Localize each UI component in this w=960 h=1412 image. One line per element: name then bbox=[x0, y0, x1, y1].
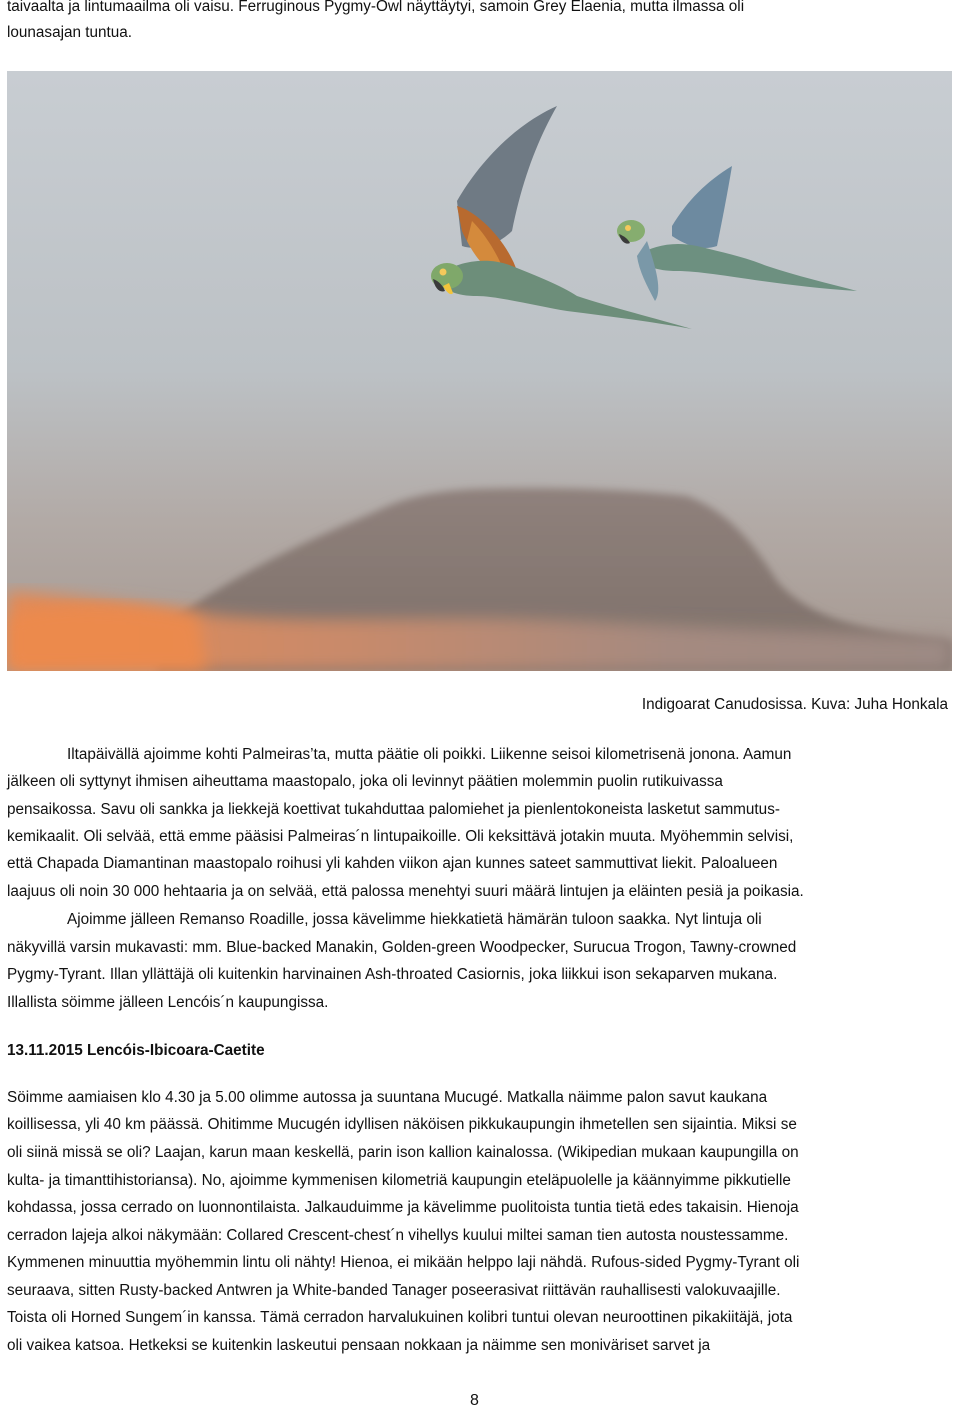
paragraph-line: cerradon lajeja alkoi näkymään: Collared Crescent-chest´n vihellys kuului miltei saman tien autosta noustessamme. bbox=[7, 1227, 789, 1244]
paragraph-line: Pygmy-Tyrant. Illan yllättäjä oli kuitenkin harvinainen Ash-throated Casiornis, joka liikkui ison sekaparven mukana. bbox=[7, 966, 778, 983]
paragraph-line: koillisessa, yli 40 km päässä. Ohitimme Mucugén idyllisen näköisen pikkukaupungin ihmetellen sen sijaintia. Miksi se bbox=[7, 1116, 797, 1133]
intro-line: lounasajan tuntua. bbox=[7, 24, 133, 41]
paragraph-line: että Chapada Diamantinan maastopalo roihusi yli kahden viikon ajan kunnes sateet sammuttivat liekit. Paloalueen bbox=[7, 855, 778, 872]
paragraph-line: Söimme aamiaisen klo 4.30 ja 5.00 olimme autossa ja suuntana Mucugé. Matkalla näimme palon savut kaukana bbox=[7, 1089, 768, 1106]
paragraph-line: oli siinä missä se oli? Laajan, karun maan keskellä, parin ison kallion kainalossa. (Wikipedian mukaan kaupungilla on bbox=[7, 1144, 799, 1161]
paragraph-line: Iltapäivällä ajoimme kohti Palmeiras’ta, mutta päätie oli poikki. Liikenne seisoi kilometrisenä jonona. Aamun bbox=[67, 746, 792, 763]
paragraph-line: oli vaikea katsoa. Hetkeksi se kuitenkin laskeutui pensaan nokkaan ja näimme sen moniväriset sarvet ja bbox=[7, 1337, 711, 1354]
page-number: 8 bbox=[470, 1392, 479, 1409]
paragraph-line: kohdassa, jossa cerrado on luonnontilaista. Jalkauduimme ja kävelimme puolitoista tuntia tietä edes takaisin. Hienoja bbox=[7, 1199, 799, 1216]
paragraph-line: laajuus oli noin 30 000 hehtaaria ja on selvää, että palossa menehtyi suuri määrä lintujen ja eläinten pesiä ja poikasia. bbox=[7, 883, 804, 900]
paragraph-line: kemikaalit. Oli selvää, että emme pääsisi Palmeiras´n lintupaikoille. Oli keksittävä jotakin muuta. Myöhemmin selvisi, bbox=[7, 828, 794, 845]
paragraph-line: kulta- ja timanttihistoriansa). No, ajoimme kymmenisen kilometriä kaupungin eteläpuolelle ja käännyimme pikkutielle bbox=[7, 1172, 791, 1189]
photo-caption: Indigoarat Canudosissa. Kuva: Juha Honkala bbox=[641, 696, 948, 713]
paragraph-line: seuraava, sitten Rusty-backed Antwren ja White-banded Tanager poseerasivat riittävän rauhallisesti valokuvaajille. bbox=[7, 1282, 781, 1299]
paragraph-line: Kymmenen minuuttia myöhemmin lintu oli nähty! Hienoa, ei mikään helppo laji nähdä. Rufous-sided Pygmy-Tyrant oli bbox=[7, 1254, 800, 1271]
paragraph-line: Toista oli Horned Sungem´in kanssa. Tämä cerradon harvalukuinen kolibri tuntui olevan neuroottinen pikakiitäjä, jota bbox=[7, 1309, 793, 1326]
parrots-photo bbox=[7, 71, 952, 671]
paragraph-line: näkyvillä varsin mukavasti: mm. Blue-backed Manakin, Golden-green Woodpecker, Surucua Trogon, Tawny-crowned bbox=[7, 939, 797, 956]
paragraph-line: jälkeen oli syttynyt ihmisen aiheuttama maastopalo, joka oli levinnyt päätien molemmin puolin rutikuivassa bbox=[7, 773, 723, 790]
paragraph-line: Ajoimme jälleen Remanso Roadille, jossa kävelimme hiekkatietä hämärän tuloon saakka. Nyt lintuja oli bbox=[67, 911, 762, 928]
section-heading: 13.11.2015 Lencóis-Ibicoara-Caetite bbox=[7, 1042, 265, 1059]
paragraph-line: Illallista söimme jälleen Lencóis´n kaupungissa. bbox=[7, 994, 329, 1011]
intro-line: taivaalta ja lintumaailma oli vaisu. Ferruginous Pygmy-Owl näyttäytyi, samoin Grey Elaenia, mutta ilmassa oli bbox=[7, 0, 745, 15]
paragraph-line: pensaikossa. Savu oli sankka ja liekkejä koettivat tukahduttaa palomiehet ja pienlentokoneista lasketut sammutus- bbox=[7, 801, 780, 818]
